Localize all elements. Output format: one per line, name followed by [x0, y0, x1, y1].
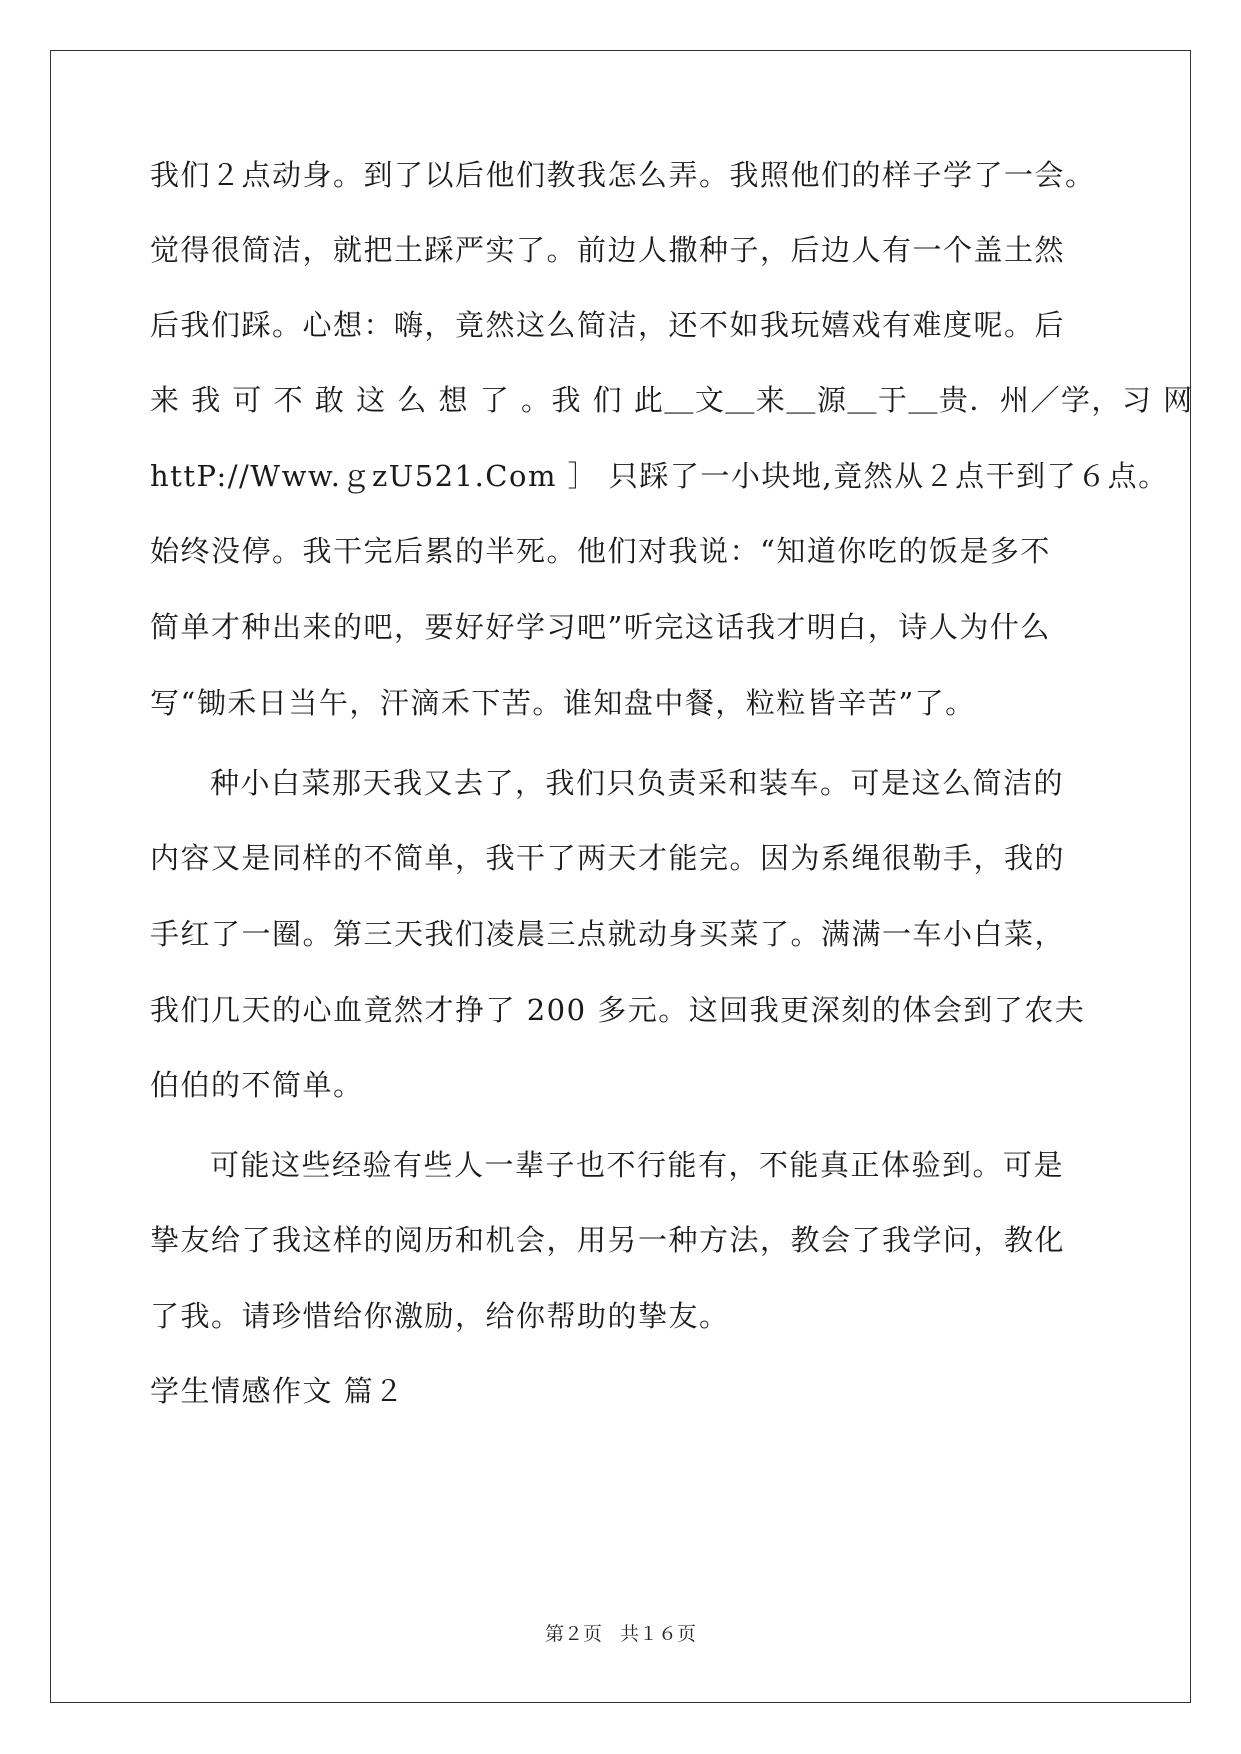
body-line-6: 始终没停。我干完后累的半死。他们对我说：“知道你吃的饭是多不: [150, 534, 1051, 568]
section-heading: 学生情感作文 篇２: [150, 1374, 405, 1408]
body-line-15: 挚友给了我这样的阅历和机会，用另一种方法，教会了我学问，教化: [150, 1223, 1066, 1257]
page-border: [50, 50, 1191, 1703]
body-line-12: 我们几天的心血竟然才挣了 200 多元。这回我更深刻的体会到了农夫: [150, 993, 1086, 1027]
body-line-13: 伯伯的不简单。: [150, 1068, 364, 1102]
paragraph-indent-line: 可能这些经验有些人一辈子也不行能有，不能真正体验到。可是: [210, 1148, 1065, 1182]
body-line-11: 手红了一圈。第三天我们凌晨三点就动身买菜了。满满一车小白菜，: [150, 917, 1066, 951]
body-line-10: 内容又是同样的不简单，我干了两天才能完。因为系绳很勒手，我的: [150, 841, 1066, 875]
body-line-16: 了我。请珍惜给你激励，给你帮助的挚友。: [150, 1299, 730, 1333]
page-number: 第２页: [544, 1623, 602, 1645]
body-line-1: 我们２点动身。到了以后他们教我怎么弄。我照他们的样子学了一会。: [150, 158, 1096, 192]
body-line-7: 简单才种出来的吧，要好好学习吧”听完这话我才明白，诗人为什么: [150, 610, 1051, 644]
page-footer: [0, 1622, 1241, 1646]
body-line-2: 觉得很简洁，就把土踩严实了。前边人撒种子，后边人有一个盖土然: [150, 233, 1066, 267]
body-line-5: httP://Www.ｇzU521.Com ］ 只踩了一小块地,竟然从２点干到了６点。: [150, 459, 1169, 493]
body-line-3: 后我们踩。心想：嗨，竟然这么简洁，还不如我玩嬉戏有难度呢。后: [150, 308, 1066, 342]
paragraph-indent-line: 种小白菜那天我又去了，我们只负责采和装车。可是这么简洁的: [210, 766, 1065, 800]
body-line-8: 写“锄禾日当午，汗滴禾下苦。谁知盘中餐，粒粒皆辛苦”了。: [150, 686, 976, 720]
page-total: 共１６页: [620, 1623, 697, 1645]
body-line-4: 来 我 可 不 敢 这 么 想 了 。我 们 此＿文＿来＿源＿于＿贵．州／学，习 网: [150, 383, 1194, 417]
